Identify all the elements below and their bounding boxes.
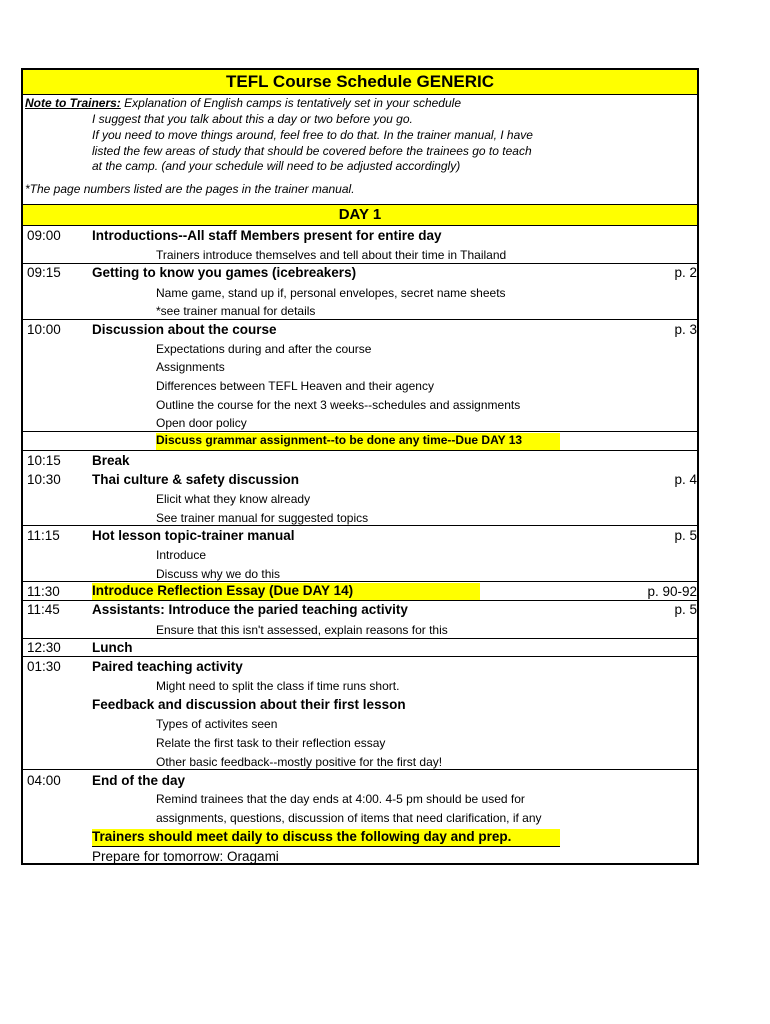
session-title: Discussion about the course	[92, 322, 277, 337]
session-title: Getting to know you games (icebreakers)	[92, 265, 357, 280]
row-divider	[23, 431, 697, 432]
session-title: Break	[92, 453, 130, 468]
row-divider	[23, 656, 697, 657]
time-label: 01:30	[27, 659, 61, 674]
title-band	[23, 70, 697, 95]
page-title: TEFL Course Schedule GENERIC	[226, 72, 494, 91]
session-title: Introductions--All staff Members present for entire day	[92, 228, 442, 243]
time-label: 12:30	[27, 640, 61, 655]
session-detail: Introduce	[156, 548, 207, 562]
session-title: Hot lesson topic-trainer manual	[92, 528, 295, 543]
note-first-line	[25, 96, 461, 110]
time-label: 09:00	[27, 228, 61, 243]
session-title: Assistants: Introduce the paried teaching activity	[92, 602, 408, 617]
session-detail: Name game, stand up if, personal envelopes, secret name sheets	[156, 286, 506, 300]
closing-note: Prepare for tomorrow: Oragami	[92, 849, 279, 864]
row-divider	[23, 525, 697, 526]
page-reference: p. 4	[674, 472, 697, 487]
page-reference: p. 5	[674, 602, 697, 617]
session-detail: Ensure that this isn't assessed, explain reasons for this	[156, 623, 448, 637]
page-reference: p. 90-92	[647, 584, 697, 599]
time-label: 11:15	[27, 528, 60, 543]
session-detail: Might need to split the class if time runs short.	[156, 679, 400, 693]
row-divider	[23, 600, 697, 601]
session-title: Feedback and discussion about their first lesson	[92, 697, 406, 712]
day-band	[23, 204, 697, 226]
time-label: 09:15	[27, 265, 61, 280]
session-detail: Types of activites seen	[156, 717, 278, 731]
session-title: Thai culture & safety discussion	[92, 472, 300, 487]
time-label: 04:00	[27, 773, 61, 788]
note-line: I suggest that you talk about this a day or two before you go.	[92, 112, 413, 126]
day-title: DAY 1	[338, 206, 382, 223]
time-label: 10:00	[27, 322, 61, 337]
session-detail: assignments, questions, discussion of items that need clarification, if any	[156, 811, 542, 825]
session-title: End of the day	[92, 773, 186, 788]
row-divider	[23, 638, 697, 639]
session-detail: Outline the course for the next 3 weeks--schedules and assignments	[156, 398, 521, 412]
session-detail: Other basic feedback--mostly positive for the first day!	[156, 755, 443, 769]
row-divider	[23, 450, 697, 451]
note-label: Note to Trainers:	[25, 96, 121, 110]
time-label: 11:45	[27, 602, 60, 617]
highlighted-assignment: Discuss grammar assignment--to be done any time--Due DAY 13	[156, 433, 560, 450]
row-divider	[23, 319, 697, 320]
page-reference: p. 3	[674, 322, 697, 337]
note-line: Explanation of English camps is tentatively set in your schedule	[124, 96, 461, 110]
note-line: If you need to move things around, feel free to do that. In the trainer manual, I have	[92, 128, 533, 142]
session-detail: Assignments	[156, 360, 225, 374]
row-divider	[23, 263, 697, 264]
session-detail: Expectations during and after the course	[156, 342, 372, 356]
session-title-highlighted: Introduce Reflection Essay (Due DAY 14)	[92, 583, 480, 600]
session-detail: Relate the first task to their reflection essay	[156, 736, 386, 750]
time-label: 10:15	[27, 453, 61, 468]
note-line: at the camp. (and your schedule will need to be adjusted accordingly)	[92, 159, 461, 173]
time-label: 11:30	[27, 584, 60, 599]
note-footnote: *The page numbers listed are the pages in the trainer manual.	[25, 182, 355, 196]
row-divider	[23, 769, 697, 770]
page-reference: p. 2	[674, 265, 697, 280]
session-detail: See trainer manual for suggested topics	[156, 511, 369, 525]
time-label: 10:30	[27, 472, 61, 487]
note-line: listed the few areas of study that should be covered before the trainees go to teach	[92, 144, 532, 158]
session-title: Lunch	[92, 640, 133, 655]
highlighted-reminder: Trainers should meet daily to discuss the following day and prep.	[92, 829, 560, 847]
session-detail: *see trainer manual for details	[156, 304, 316, 318]
schedule-sheet	[21, 68, 699, 865]
page-reference: p. 5	[674, 528, 697, 543]
session-detail: Trainers introduce themselves and tell about their time in Thailand	[156, 248, 507, 262]
session-detail: Discuss why we do this	[156, 567, 281, 581]
row-divider	[23, 581, 697, 582]
session-detail: Remind trainees that the day ends at 4:00. 4-5 pm should be used for	[156, 792, 525, 806]
session-title: Paired teaching activity	[92, 659, 243, 674]
session-detail: Elicit what they know already	[156, 492, 311, 506]
session-detail: Open door policy	[156, 416, 247, 430]
session-detail: Differences between TEFL Heaven and their agency	[156, 379, 434, 393]
